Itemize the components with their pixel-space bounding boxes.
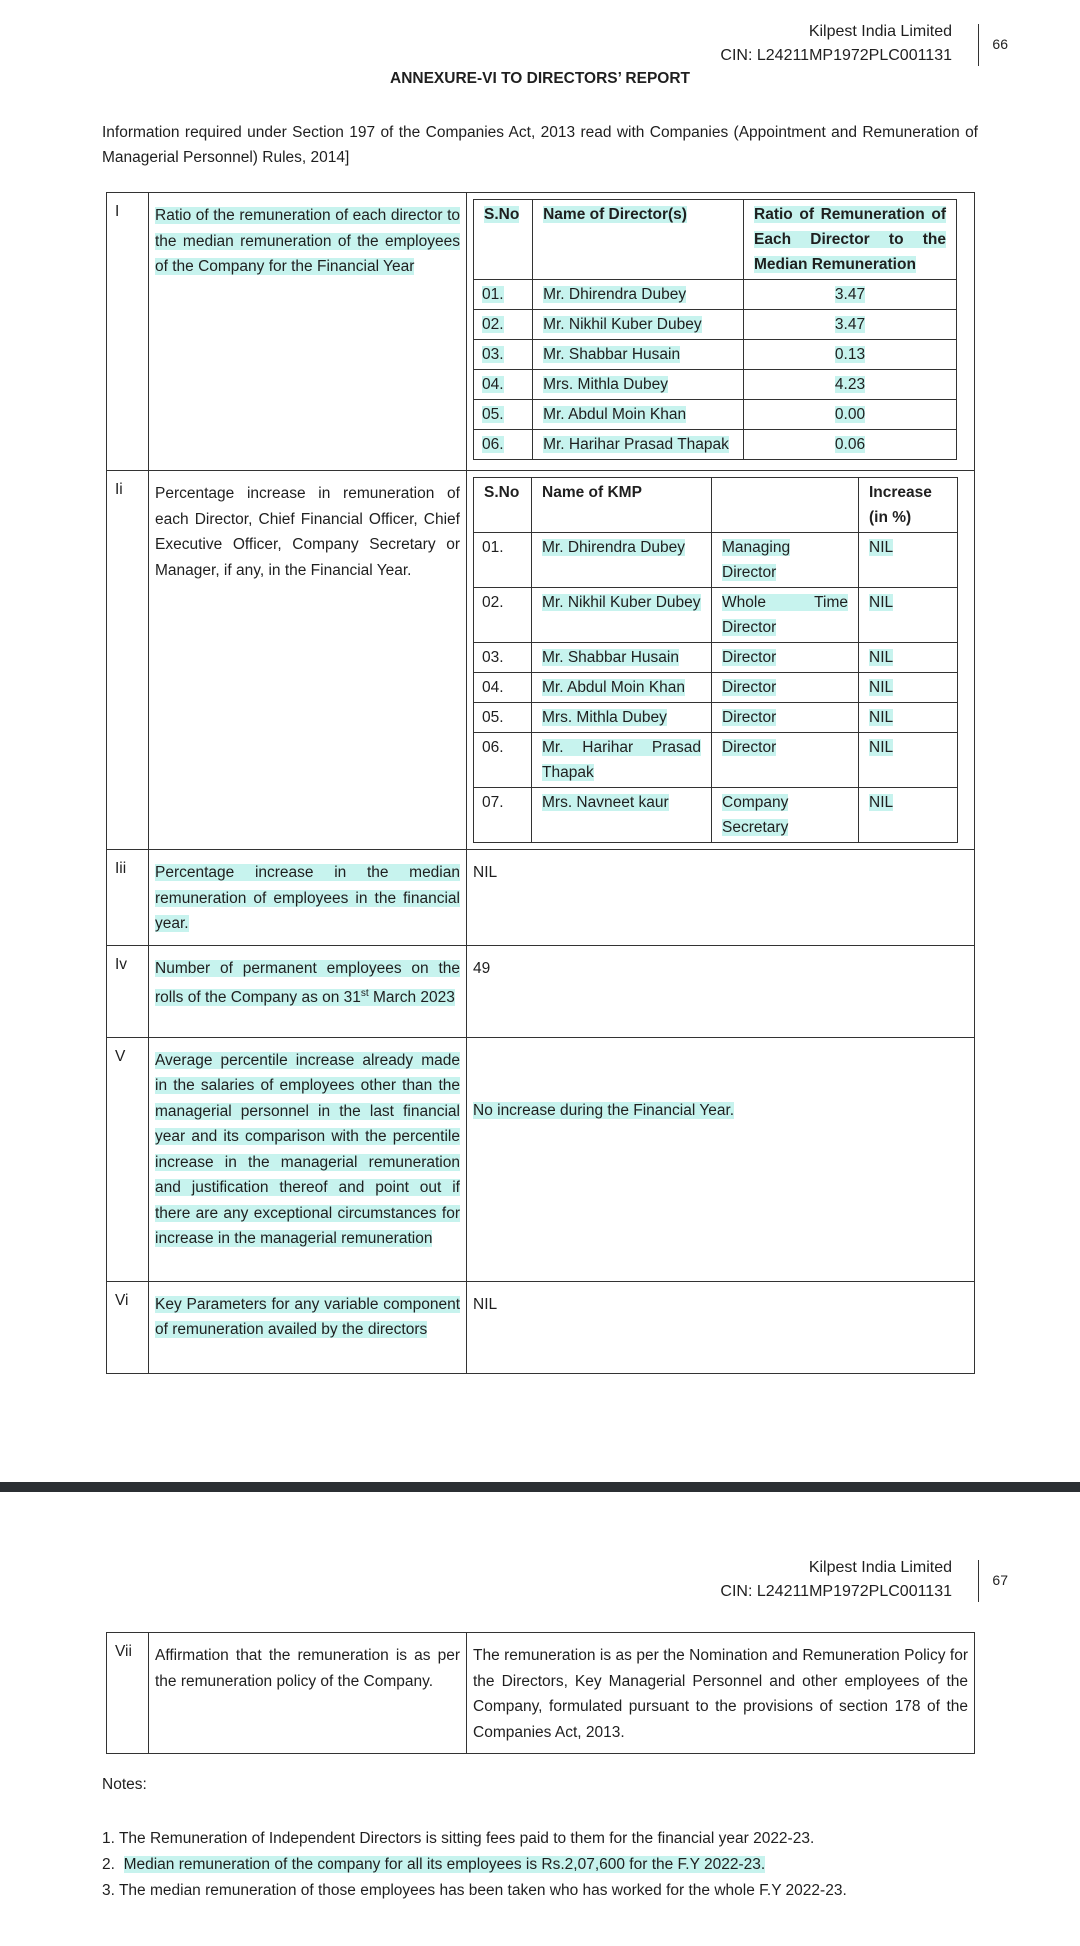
kmp-increase-table — [473, 477, 958, 843]
kmp-name: Mrs. Navneet kaur — [542, 794, 669, 811]
increase-value: NIL — [869, 709, 894, 726]
ratio-value: 0.13 — [834, 346, 866, 363]
sno-cell: 05. — [482, 406, 504, 423]
sno-cell: 06. — [482, 436, 504, 453]
list-item — [102, 1852, 1002, 1878]
table-row — [107, 945, 975, 1037]
company-name: Kilpest India Limited — [808, 23, 952, 40]
company-cin: CIN: L24211MP1972PLC001131 — [720, 47, 952, 64]
row-description: Affirmation that the remuneration is as per the remuneration policy of the Company. — [149, 1633, 467, 1754]
list-item: 1. The Remuneration of Independent Directors is sitting fees paid to them for the financial year 2022-23. — [102, 1830, 815, 1847]
table-row — [474, 788, 958, 843]
increase-value: NIL — [869, 539, 894, 556]
row-description — [155, 960, 460, 1007]
page-number: 66 — [992, 36, 1008, 52]
kmp-designation: Director — [722, 709, 777, 726]
page-header-66 — [0, 20, 1080, 70]
kmp-name: Mr. Nikhil Kuber Dubey — [542, 594, 701, 611]
sno-cell: 02. — [482, 316, 504, 333]
table-row — [474, 643, 958, 673]
table-row — [474, 673, 958, 703]
row-value: NIL — [467, 1281, 975, 1373]
row-description-tail: March 2023 — [368, 989, 455, 1007]
kmp-name: Mrs. Mithla Dubey — [542, 709, 667, 726]
director-name: Mrs. Mithla Dubey — [543, 376, 668, 393]
table-row — [107, 1633, 975, 1754]
kmp-designation: Director — [722, 679, 777, 696]
company-block — [720, 20, 952, 68]
affirmation-table — [106, 1632, 975, 1754]
row-number: Vi — [107, 1281, 149, 1373]
header-divider — [978, 24, 979, 66]
director-name: Mr. Dhirendra Dubey — [543, 286, 687, 303]
table-row — [474, 340, 957, 370]
page-title: ANNEXURE-VI TO DIRECTORS’ REPORT — [390, 70, 690, 87]
row-description: Percentage increase in the median remuneration of employees in the financial year. — [155, 864, 460, 932]
notes-label: Notes: — [102, 1776, 147, 1793]
sno-cell: 06. — [474, 733, 532, 788]
sno-cell: 04. — [482, 376, 504, 393]
ratio-value: 3.47 — [834, 286, 866, 303]
increase-value: NIL — [869, 794, 894, 811]
table-row — [107, 193, 975, 471]
row-description: Percentage increase in remuneration of each Director, Chief Financial Officer, Chief Executive Officer, Company Secretary or Manager, if any, in the Financial Year. — [149, 471, 467, 850]
note-text: Median remuneration of the company for all its employees is Rs.2,07,600 for the F.Y 2022-23. — [123, 1856, 766, 1873]
kmp-name: Mr. Abdul Moin Khan — [542, 679, 686, 696]
kmp-name: Mr. Harihar Prasad Thapak — [542, 739, 701, 781]
list-item: 3. The median remuneration of those employees has been taken who has worked for the whole F.Y 2022-23. — [102, 1882, 847, 1899]
kmp-name: Mr. Shabbar Husain — [542, 649, 679, 666]
sno-cell: 03. — [474, 643, 532, 673]
header-name: Name of Director(s) — [543, 206, 687, 223]
page-separator — [0, 1482, 1080, 1492]
header-increase: Increase (in %) — [859, 478, 958, 533]
header-name: Name of KMP — [532, 478, 712, 533]
increase-value: NIL — [869, 594, 894, 611]
table-row — [474, 200, 957, 280]
table-row — [107, 1037, 975, 1281]
page-number: 67 — [992, 1572, 1008, 1588]
header-sno: S.No — [484, 206, 520, 223]
table-row — [107, 471, 975, 850]
table-row — [474, 478, 958, 533]
table-row — [474, 370, 957, 400]
row-value: 49 — [467, 945, 975, 1037]
row-number: I — [107, 193, 149, 471]
row-number: Iv — [107, 945, 149, 1037]
sno-cell: 04. — [474, 673, 532, 703]
row-number: Vii — [107, 1633, 149, 1754]
director-name: Mr. Shabbar Husain — [543, 346, 681, 363]
company-name: Kilpest India Limited — [808, 1559, 952, 1576]
kmp-designation: Director — [722, 739, 777, 756]
table-row — [474, 400, 957, 430]
row-description: Ratio of the remuneration of each director to the median remuneration of the employees of the Company for the Financial Year — [155, 207, 460, 275]
notes-list — [102, 1826, 1002, 1904]
kmp-designation: Managing Director — [722, 539, 791, 581]
table-row — [474, 588, 958, 643]
table-row — [474, 280, 957, 310]
company-block — [720, 1556, 952, 1604]
director-name: Mr. Abdul Moin Khan — [543, 406, 687, 423]
row-description: Average percentile increase already made in the salaries of employees other than the managerial personnel in the last financial year and its comparison with the percentile increase in the managerial remuneration and justification thereof and point out if there are any exceptional circumstances for increase in the managerial remuneration — [155, 1051, 460, 1247]
sno-cell: 07. — [474, 788, 532, 843]
header-ratio: Ratio of Remuneration of Each Director to the Median Remuneration — [754, 206, 946, 273]
increase-value: NIL — [869, 739, 894, 756]
header-divider — [978, 1560, 979, 1602]
ratio-value: 3.47 — [834, 316, 866, 333]
director-ratio-table — [473, 199, 957, 460]
row-number: V — [107, 1037, 149, 1281]
kmp-designation: Company Secretary — [722, 794, 789, 836]
page-header-67 — [0, 1556, 1080, 1606]
row-description-text: Number of permanent employees on the rolls of the Company as on 31 — [155, 959, 460, 1007]
table-row — [474, 703, 958, 733]
row-description: Key Parameters for any variable component of remuneration availed by the directors — [155, 1295, 460, 1338]
annexure-table — [106, 192, 975, 1374]
table-row — [107, 1281, 975, 1373]
row-value: The remuneration is as per the Nomination and Remuneration Policy for the Directors, Key Managerial Personnel and other employees of the Company, formulated pursuant to the provisions of section 178 of the Companies Act, 2013. — [467, 1633, 975, 1754]
director-name: Mr. Harihar Prasad Thapak — [543, 436, 729, 453]
note-number: 2. — [102, 1856, 115, 1873]
director-name: Mr. Nikhil Kuber Dubey — [543, 316, 702, 333]
row-value: No increase during the Financial Year. — [473, 1101, 735, 1119]
kmp-designation: Whole Time Director — [722, 594, 848, 636]
table-row — [474, 430, 957, 460]
increase-value: NIL — [869, 679, 894, 696]
table-row — [474, 310, 957, 340]
sno-cell: 05. — [474, 703, 532, 733]
sno-cell: 01. — [474, 533, 532, 588]
ratio-value: 4.23 — [834, 376, 866, 393]
row-number: Iii — [107, 850, 149, 946]
row-value: NIL — [467, 850, 975, 946]
kmp-designation: Director — [722, 649, 777, 666]
kmp-name: Mr. Dhirendra Dubey — [542, 539, 686, 556]
increase-value: NIL — [869, 649, 894, 666]
intro-paragraph: Information required under Section 197 of the Companies Act, 2013 read with Companies (Appointment and Remuneration of Managerial Personnel) Rules, 2014] — [102, 124, 978, 166]
table-row — [107, 850, 975, 946]
row-number: Ii — [107, 471, 149, 850]
header-sno: S.No — [474, 478, 532, 533]
company-cin: CIN: L24211MP1972PLC001131 — [720, 1583, 952, 1600]
table-row — [474, 733, 958, 788]
ratio-value: 0.00 — [834, 406, 866, 423]
ratio-value: 0.06 — [834, 436, 866, 453]
sno-cell: 03. — [482, 346, 504, 363]
table-row — [474, 533, 958, 588]
sno-cell: 01. — [482, 286, 504, 303]
header-designation — [712, 478, 859, 533]
row-description-sup: st — [360, 988, 369, 999]
sno-cell: 02. — [474, 588, 532, 643]
